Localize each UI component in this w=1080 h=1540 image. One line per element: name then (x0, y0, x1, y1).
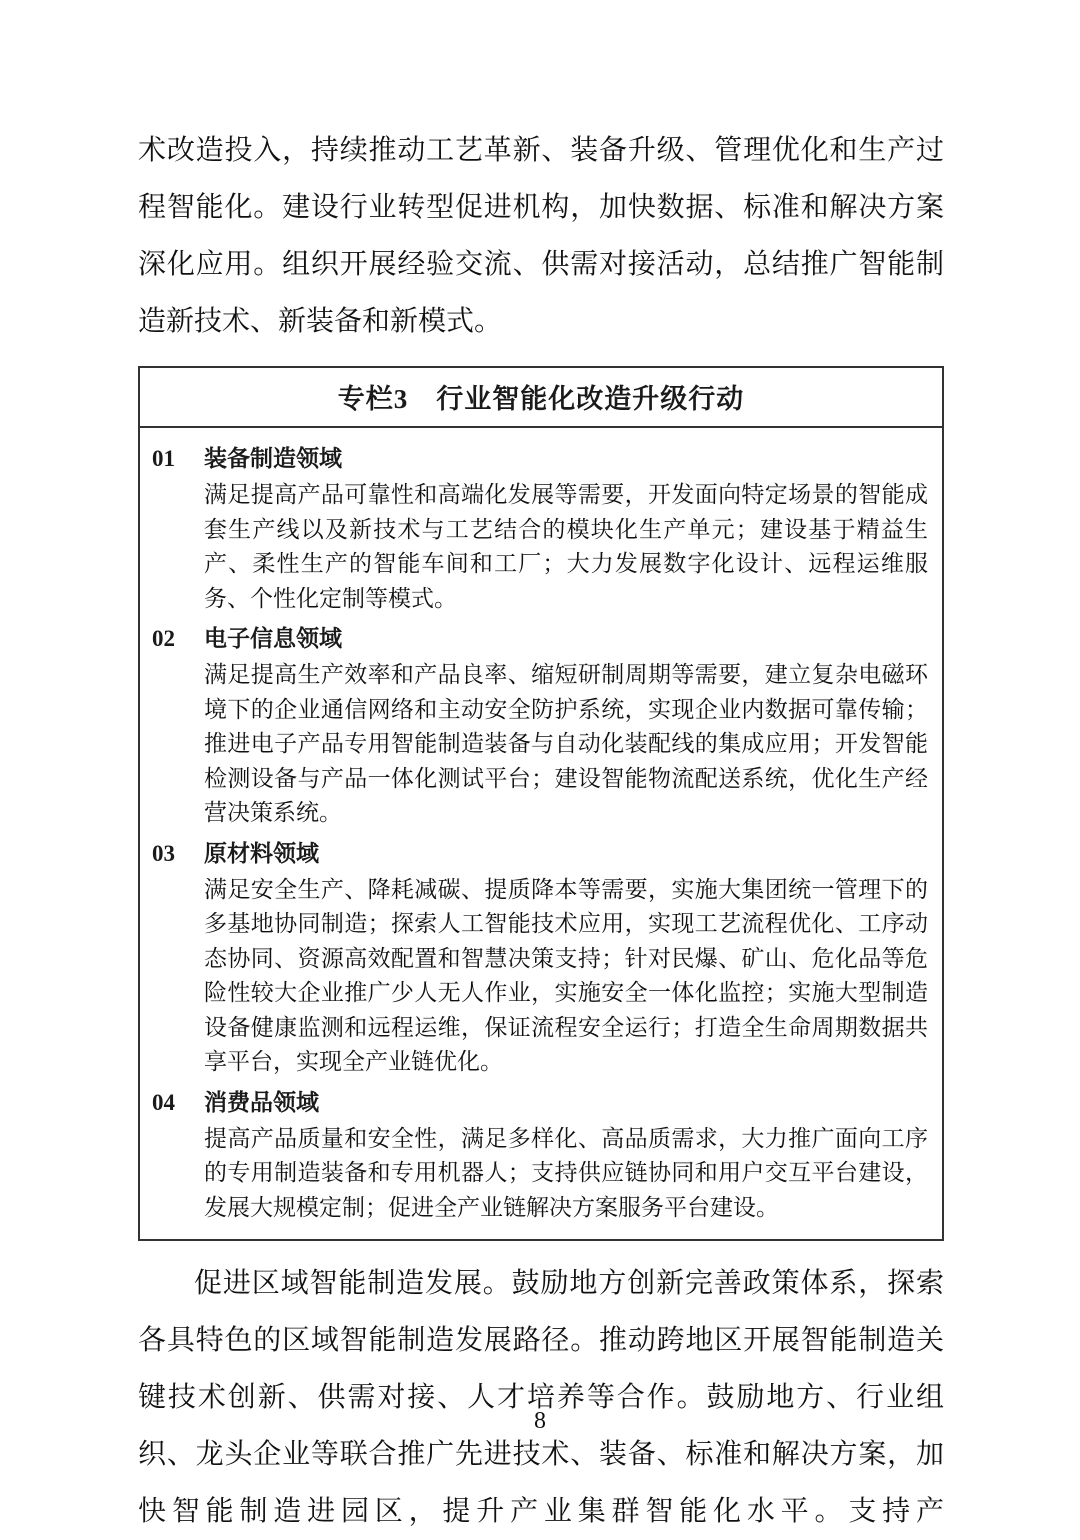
column-box (138, 366, 944, 1241)
item-body-text: 满足提高产品可靠性和高端化发展等需要，开发面向特定场景的智能成套生产线以及新技术与工艺结合的模块化生产单元；建设基于精益生产、柔性生产的智能车间和工厂；大力发展数字化设计、远程运维服务、个性化定制等模式。 (204, 482, 928, 611)
item-body-text: 提高产品质量和安全性，满足多样化、高品质需求，大力推广面向工序的专用制造装备和专用机器人；支持供应链协同和用户交互平台建设，发展大规模定制；促进全产业链解决方案服务平台建设。 (204, 1125, 928, 1220)
document-page (138, 122, 944, 1540)
box-body (140, 428, 942, 1239)
item-body-text: 满足提高生产效率和产品良率、缩短研制周期等需要，建立复杂电磁环境下的企业通信网络和主动安全防护系统，实现企业内数据可靠传输；推进电子产品专用智能制造装备与自动化装配线的集成应用；开发智能检测设备与产品一体化测试平台；建设智能物流配送系统，优化生产经营决策系统。 (204, 662, 928, 825)
item-body-text: 满足安全生产、降耗减碳、提质降本等需要，实施大集团统一管理下的多基地协同制造；探索人工智能技术应用，实现工艺流程优化、工序动态协同、资源高效配置和智慧决策支持；针对民爆、矿山、危化品等危险性较大企业推广少人无人作业，实施安全一体化监控；实施大型制造设备健康监测和远程运维，保证流程安全运行；打造全生命周期数据共享平台，实现全产业链优化。 (204, 876, 928, 1074)
item-heading: 电子信息领域 (204, 626, 342, 651)
box-item-head (152, 622, 928, 656)
box-item-raw-materials (152, 837, 928, 1080)
paragraph-top: 术改造投入，持续推动工艺革新、装备升级、管理优化和生产过程智能化。建设行业转型促进机构，加快数据、标准和解决方案深化应用。组织开展经验交流、供需对接活动，总结推广智能制造新技术、新装备和新模式。 (138, 135, 944, 337)
box-item-head (152, 1086, 928, 1120)
paragraph-bottom: 促进区域智能制造发展。鼓励地方创新完善政策体系，探索各具特色的区域智能制造发展路径。推动跨地区开展智能制造关键技术创新、供需对接、人才培养等合作。鼓励地方、行业组织、龙头企业等联合推广先进技术、装备、标准和解决方案，加快智能制造进园区，提升产业集群智能化水平。支持产 (138, 1268, 944, 1527)
item-number: 01 (152, 446, 175, 471)
box-item-head (152, 442, 928, 476)
item-number: 03 (152, 840, 175, 866)
item-heading: 消费品领域 (204, 1089, 319, 1115)
item-number: 02 (152, 626, 175, 651)
item-heading: 装备制造领域 (204, 446, 342, 471)
box-item-electronics (152, 622, 928, 831)
item-heading: 原材料领域 (204, 840, 319, 866)
box-item-consumer-goods (152, 1086, 928, 1226)
item-number: 04 (152, 1089, 175, 1115)
box-item-equipment (152, 442, 928, 616)
page-number: 8 (534, 1408, 546, 1434)
box-title: 专栏3 行业智能化改造升级行动 (140, 368, 942, 428)
box-item-head (152, 837, 928, 871)
